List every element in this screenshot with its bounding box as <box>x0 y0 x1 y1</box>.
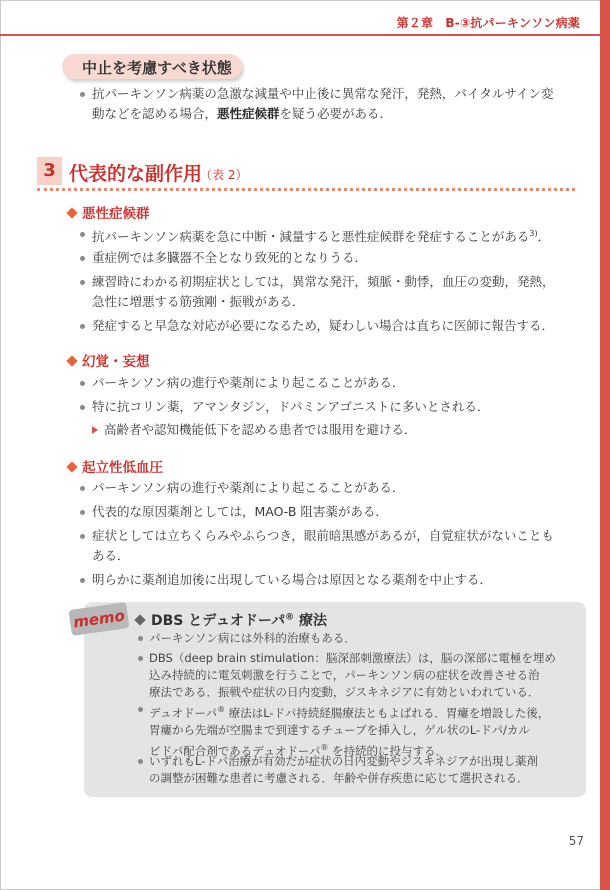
bullet-text: 代表的な原因薬剤としては，MAO-B 阻害薬がある． <box>92 504 388 519</box>
memo-text: 胃瘻から先端が空腸まで到達するチューブを挿入し，ゲル状のL-ドパ/カル <box>149 722 530 737</box>
bullet-dot-icon <box>138 636 143 641</box>
bullet-text: 急性に増悪する筋強剛・振戦がある． <box>92 294 305 309</box>
bullet-text: パーキンソン病の進行や薬剤により起こることがある． <box>92 375 405 390</box>
bullet-dot-icon <box>138 707 143 712</box>
diamond-icon <box>66 355 77 366</box>
section-title: 代表的な副作用 <box>69 163 203 185</box>
bullet-text: 重症例では多臓器不全となり致死的となりうる． <box>92 250 368 265</box>
memo-text: いずれもL-ドパ治療が有効だが症状の日内変動やジスキネジアが出現し薬剤 <box>149 754 539 768</box>
bullet-dot-icon <box>80 486 85 491</box>
diamond-icon <box>134 614 145 625</box>
page-number: 57 <box>568 834 584 848</box>
memo-text: DBS（deep brain stimulation：脳深部刺激療法）は，脳の深部に電極を埋め <box>149 651 556 665</box>
bullet-dot-icon <box>80 578 85 583</box>
subheading-orthostatic: 起立性低血圧 <box>68 456 163 476</box>
memo-text: パーキンソン病には外科的治療もある． <box>149 631 356 645</box>
section-divider <box>37 188 575 191</box>
bullet-dot-icon <box>80 280 85 285</box>
section-number: 3 <box>37 157 62 185</box>
memo-text: 込み持続的に電気刺激を行うことで，パーキンソン病の症状を改善させる治 <box>149 668 540 682</box>
bullet-dot-icon <box>138 656 143 661</box>
bullet-dot-icon <box>80 256 85 261</box>
diamond-icon <box>66 207 77 218</box>
subheading-hallucination: 幻覚・妄想 <box>68 350 150 370</box>
stop-condition-label: 中止を考慮すべき状態 <box>82 59 232 77</box>
subheading-nms: 悪性症候群 <box>68 202 150 222</box>
bold-term: 悪性症候群 <box>217 106 280 121</box>
bullet-dot-icon <box>80 510 85 515</box>
bullet-text: ある． <box>92 548 130 563</box>
triangle-bullet-icon <box>92 426 98 434</box>
memo-text: の調整が困難な患者に考慮される．年齢や併存疾患に応じて選択される． <box>149 771 529 785</box>
bullet-text: パーキンソン病の進行や薬剤により起こることがある． <box>92 480 405 495</box>
bullet-dot-icon <box>80 381 85 386</box>
chapter-header: 第２章 B-③抗パーキンソン病薬 <box>396 16 580 30</box>
bullet-text: 抗パーキンソン病薬を急に中断・減量すると悪性症候群を発症することがある$^{3)}$． <box>92 229 551 245</box>
bullet-text: 練習時にわかる初期症状としては，異常な発汗，頻脈・動悸，血圧の変動，発熱， <box>92 274 555 289</box>
bullet-dot-icon <box>138 759 143 764</box>
memo-text: 療法である．振戦や症状の日内変動，ジスキネジアに有効といわれている． <box>149 685 540 699</box>
bullet-dot-icon <box>80 405 85 410</box>
memo-tag: memo <box>68 602 129 636</box>
bullet-dot-icon <box>80 92 85 97</box>
memo-text: デュオドーパ® 療法はL-ドパ持続経腸療法ともよばれる．胃瘻を増設した後， <box>149 705 550 720</box>
bullet-text: 特に抗コリン薬，アマンタジン，ドパミンアゴニストに多いとされる． <box>92 399 490 414</box>
bullet-text: 抗パーキンソン病薬の急激な減量や中止後に異常な発汗，発熱，バイタルサイン変 <box>92 86 554 101</box>
chapter-edge-tab <box>600 0 610 890</box>
bullet-text: 高齢者や認知機能低下を認める患者では服用を避ける． <box>104 422 417 437</box>
stop-condition-label-box <box>62 54 242 79</box>
bullet-text: 症状としては立ちくらみやふらつき，眼前暗黒感があるが，自覚症状がないことも <box>92 528 554 543</box>
memo-text: ビドパ配合剤であるデュオドーパ® を持続的に投与する． <box>149 742 448 758</box>
header-rule <box>0 34 600 36</box>
bullet-dot-icon <box>80 324 85 329</box>
bullet-text: 動などを認める場合，悪性症候群を疑う必要がある． <box>92 106 393 121</box>
diamond-icon <box>66 461 77 472</box>
bullet-dot-icon <box>80 232 85 237</box>
section-table-ref: （表 2） <box>200 168 248 182</box>
bullet-text: 明らかに薬剤追加後に出現している場合は原因となる薬剤を中止する． <box>92 572 493 587</box>
bullet-dot-icon <box>80 534 85 539</box>
memo-title: DBS とデュオドーパ® 療法 <box>136 610 327 630</box>
bullet-text: 発症すると早急な対応が必要になるため，疑わしい場合は直ちに医師に報告する． <box>92 318 555 333</box>
